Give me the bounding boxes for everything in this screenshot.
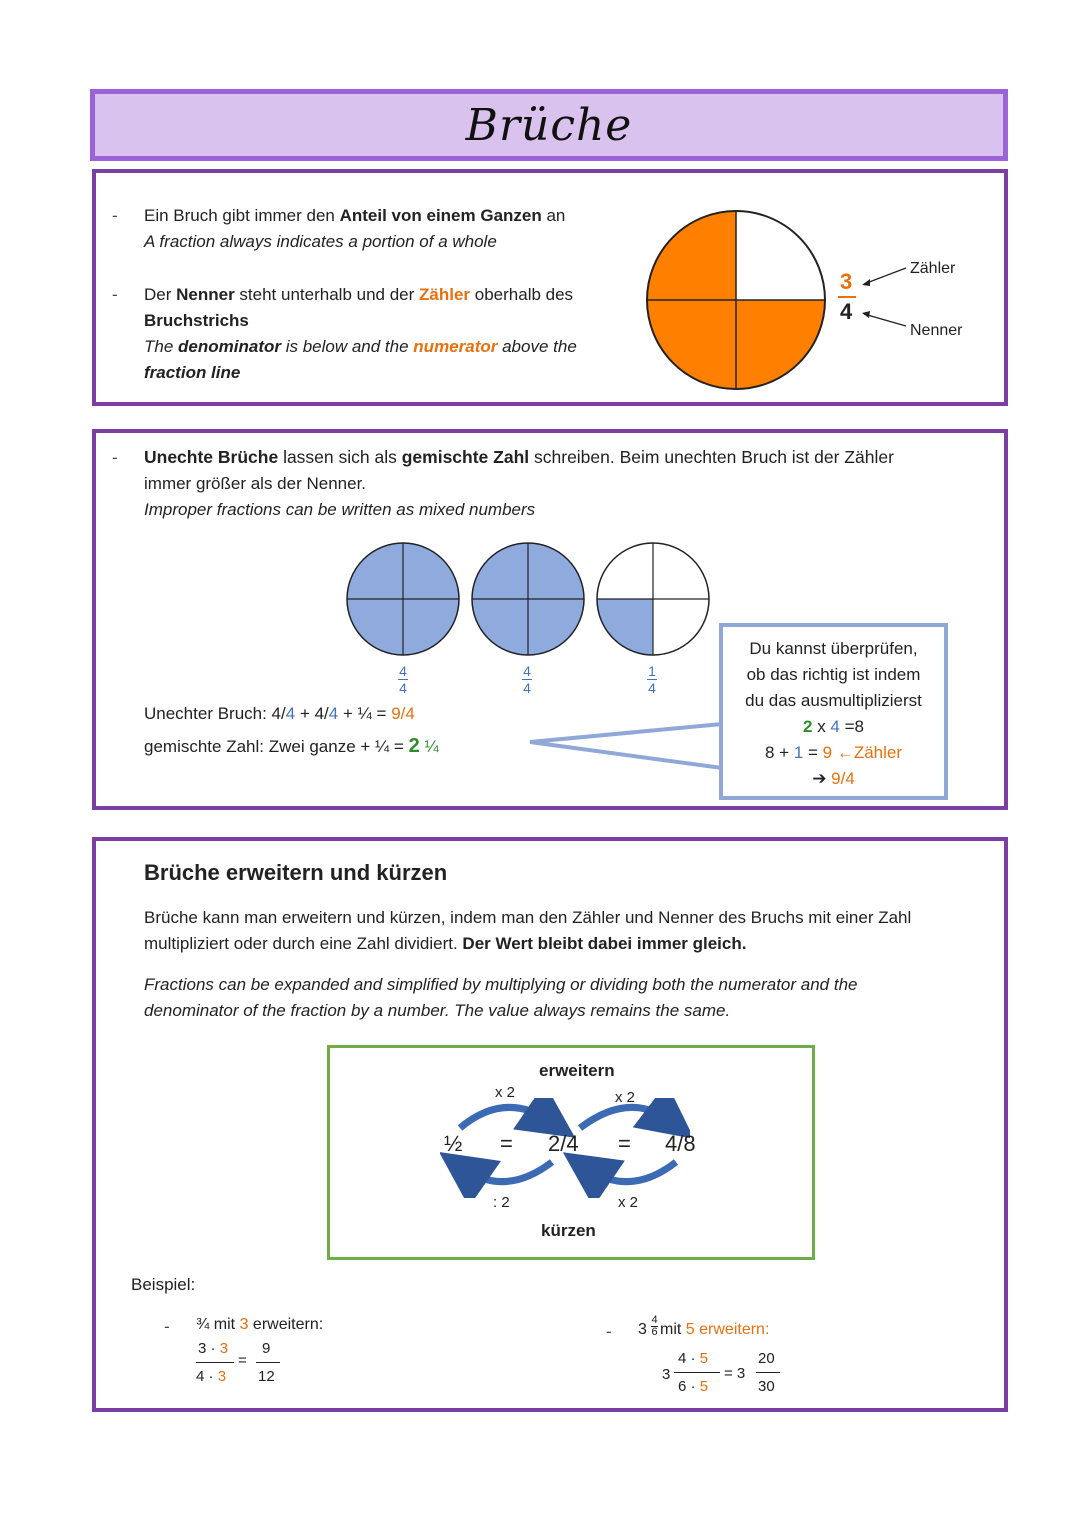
bullet-dash: - (112, 448, 118, 467)
example1-den: 4 · 3 (196, 1368, 227, 1385)
label-erweitern: erweitern (539, 1061, 615, 1080)
improper-circles (344, 541, 714, 659)
callout-line: ob das richtig ist indem (746, 665, 921, 684)
improper-sum: Unechter Bruch: 4/4 + 4/4 + ¼ = 9/4 (144, 704, 415, 723)
expand-text-de-2: multipliziert oder durch eine Zahl dividiert. Der Wert bleibt dabei immer gleich. (144, 934, 747, 953)
bullet-dash: - (112, 206, 118, 225)
example2-den: 6 · 5 (678, 1378, 709, 1395)
fraction-line (256, 1362, 280, 1363)
circle-label-1: 4 4 (399, 663, 407, 696)
label-zaehler: Zähler (910, 260, 956, 277)
example2-num: 4 · 5 (678, 1350, 709, 1367)
title-banner (90, 89, 1008, 161)
callout-line: Du kannst überprüfen, (749, 639, 918, 658)
circle-full-2 (472, 543, 584, 655)
nenner-line-de-2: Bruchstrichs (144, 311, 249, 330)
example1-res-den: 12 (258, 1368, 275, 1385)
example2-eq: = 3 (724, 1365, 746, 1382)
improper-line-en: Improper fractions can be written as mixed numbers (144, 500, 536, 519)
arrow-bottom-right (586, 1162, 676, 1182)
fraction-line (756, 1372, 780, 1373)
callout-check (719, 623, 948, 800)
example2-res-den: 30 (758, 1378, 775, 1395)
section-heading: Brüche erweitern und kürzen (144, 860, 448, 885)
circle-label-3: 1 4 (648, 663, 656, 696)
callout-pointer (526, 720, 726, 772)
callout-line: 2 x 4 =8 (803, 717, 864, 736)
fraction-line (196, 1362, 234, 1363)
circle-quarter (597, 543, 709, 655)
label-arrows (858, 262, 910, 332)
diagram-eq-1: = (500, 1131, 513, 1156)
example2-label-text: mit 5 erweitern: (660, 1321, 770, 1338)
example2-mixed-frac: 4 6 (651, 1314, 658, 1338)
pie-slice (647, 211, 736, 300)
circle-full-1 (347, 543, 459, 655)
arrow-bottom-left (462, 1162, 552, 1182)
expand-text-de-1: Brüche kann man erweitern und kürzen, indem man den Zähler und Nenner des Bruchs mit einer Zahl (144, 908, 912, 927)
callout-line: du das ausmultiplizierst (745, 691, 922, 710)
diagram-half: ½ (444, 1131, 463, 1156)
arrow-top-left (460, 1107, 552, 1128)
mixed-number: gemischte Zahl: Zwei ganze + ¼ = 2 ¼ (144, 735, 439, 757)
example2-res-num: 20 (758, 1350, 775, 1367)
fraction-denominator: 4 (840, 299, 853, 324)
label-kuerzen: kürzen (541, 1221, 596, 1240)
callout-line: 8 + 1 = 9 ←Zähler (764, 743, 903, 762)
callout-line: ➔ 9/4 (812, 769, 855, 788)
bullet-dash: - (164, 1317, 170, 1336)
label-nenner: Nenner (910, 322, 963, 339)
nenner-line-de: Der Nenner steht unterhalb und der Zähler oberhalb des (144, 285, 574, 304)
fraction-line (674, 1372, 720, 1373)
nenner-line-en-2: fraction line (144, 363, 241, 382)
op-bottom-right: x 2 (618, 1194, 639, 1211)
diagram-two-quarters: 2/4 (548, 1131, 579, 1156)
improper-line-1: Unechte Brüche lassen sich als gemischte Zahl schreiben. Beim unechten Bruch ist der Zähler (144, 447, 894, 467)
example1-eq: = (238, 1352, 247, 1369)
arrow-top-right (580, 1107, 672, 1128)
example2-lhs-whole: 3 (662, 1366, 671, 1383)
example2-label: 3 (638, 1321, 647, 1338)
pie-slice (647, 300, 736, 389)
op-top-left: x 2 (495, 1084, 516, 1101)
expand-text-en-1: Fractions can be expanded and simplified by multiplying or dividing both the numerator and the (144, 975, 858, 994)
op-bottom-left: : 2 (493, 1194, 510, 1211)
def-line-en: A fraction always indicates a portion of a whole (144, 232, 497, 251)
page-title: Brüche (465, 100, 633, 151)
bullet-dash: - (112, 285, 118, 304)
pie-three-quarters (644, 208, 828, 392)
op-top-right: x 2 (615, 1089, 636, 1106)
expand-text-en-2: denominator of the fraction by a number. The value always remains the same. (144, 1001, 731, 1020)
example-label: Beispiel: (131, 1275, 196, 1294)
nenner-line-en: The denominator is below and the numerator above the (144, 337, 577, 356)
circle-label-2: 4 4 (523, 663, 531, 696)
fraction-line (838, 296, 856, 298)
example1-res-num: 9 (262, 1340, 271, 1357)
diagram-eq-2: = (618, 1131, 631, 1156)
improper-line-2: immer größer als der Nenner. (144, 474, 367, 493)
diagram-four-eighths: 4/8 (665, 1131, 696, 1156)
pie-slice (736, 300, 825, 389)
example1-label: ¾ mit 3 erweitern: (196, 1316, 324, 1333)
def-line-de: Ein Bruch gibt immer den Anteil von einem Ganzen an (144, 206, 566, 225)
example1-num: 3 · 3 (198, 1340, 229, 1357)
fraction-numerator: 3 (840, 269, 853, 294)
bullet-dash: - (606, 1322, 612, 1341)
